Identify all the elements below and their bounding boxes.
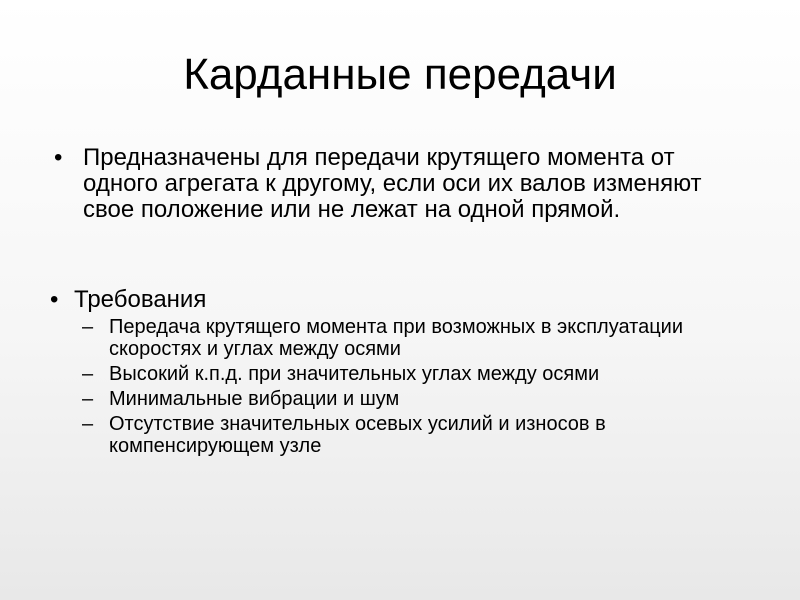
requirement-item (82, 316, 762, 360)
bullet-text: Предназначены для передачи крутящего момента от одного агрегата к другому, если оси их валов изменяют свое положение или не лежат на одной прямой. (83, 144, 702, 223)
dash-marker: – (82, 413, 94, 435)
requirement-item (82, 363, 762, 385)
bullet-marker: • (54, 144, 63, 171)
bullet-text: Требования (74, 286, 207, 313)
requirement-text: Передача крутящего момента при возможных в эксплуатации скоростях и углах между осями (109, 316, 684, 360)
requirement-item (82, 413, 762, 457)
requirement-text: Отсутствие значительных осевых усилий и износов в компенсирующем узле (109, 413, 606, 457)
bullet-marker: • (50, 286, 59, 313)
slide-title: Карданные передачи (183, 50, 617, 99)
requirement-item (82, 388, 762, 410)
bullet-requirements (50, 287, 750, 313)
requirement-text: Высокий к.п.д. при значительных углах между осями (109, 363, 600, 385)
dash-marker: – (82, 363, 94, 385)
dash-marker: – (82, 316, 94, 338)
requirement-text: Минимальные вибрации и шум (109, 388, 400, 410)
bullet-purpose (54, 145, 754, 223)
dash-marker: – (82, 388, 94, 410)
requirements-list (82, 316, 762, 460)
